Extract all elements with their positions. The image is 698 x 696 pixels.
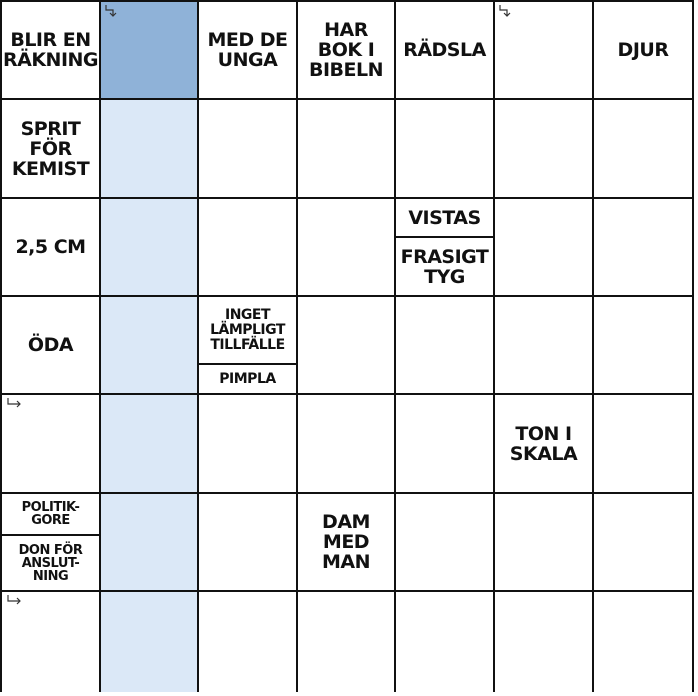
clue-line: MED bbox=[322, 531, 370, 553]
clue-cell bbox=[594, 2, 692, 100]
answer-cell[interactable] bbox=[594, 100, 692, 199]
answer-cell[interactable] bbox=[396, 297, 495, 395]
clue-line: HAR bbox=[324, 19, 368, 41]
clue-cell bbox=[2, 199, 101, 297]
clue-line: RÄDSLA bbox=[403, 39, 486, 61]
answer-cell[interactable] bbox=[199, 494, 298, 592]
answer-cell[interactable] bbox=[298, 199, 396, 297]
clue-line: BIBELN bbox=[308, 59, 384, 81]
clue-text-top bbox=[396, 199, 493, 238]
clue-text bbox=[2, 199, 99, 295]
answer-cell[interactable] bbox=[495, 592, 594, 692]
answer-cell[interactable] bbox=[199, 395, 298, 494]
answer-cell[interactable] bbox=[396, 100, 495, 199]
clue-line: POLITIK- bbox=[21, 500, 80, 515]
answer-cell[interactable] bbox=[495, 199, 594, 297]
clue-text-top bbox=[199, 297, 296, 365]
arrow-down-icon bbox=[498, 4, 512, 18]
answer-cell[interactable] bbox=[298, 395, 396, 494]
answer-cell[interactable] bbox=[101, 395, 199, 494]
clue-text-top bbox=[2, 494, 99, 536]
clue-text bbox=[2, 2, 99, 98]
clue-line: INGET bbox=[224, 306, 271, 323]
clue-line: TILLFÄLLE bbox=[210, 336, 285, 353]
answer-cell[interactable] bbox=[594, 199, 692, 297]
answer-cell[interactable] bbox=[298, 592, 396, 692]
answer-cell[interactable] bbox=[101, 592, 199, 692]
answer-cell[interactable] bbox=[594, 494, 692, 592]
clue-cell bbox=[2, 2, 101, 100]
clue-line: BOK I bbox=[317, 39, 375, 61]
clue-cell bbox=[298, 494, 396, 592]
clue-line: ANSLUT- bbox=[21, 555, 80, 571]
clue-line: TON I bbox=[515, 422, 572, 445]
clue-text bbox=[199, 2, 296, 98]
clue-line: 2,5 CM bbox=[15, 236, 86, 258]
answer-cell[interactable] bbox=[495, 100, 594, 199]
answer-cell[interactable] bbox=[101, 494, 199, 592]
clue-line: UNGA bbox=[217, 49, 278, 71]
clue-cell bbox=[2, 297, 101, 395]
clue-line: SPRIT bbox=[20, 117, 81, 140]
split-clue-cell bbox=[199, 297, 298, 395]
split-clue-cell bbox=[396, 199, 495, 297]
answer-cell[interactable] bbox=[594, 297, 692, 395]
clue-line: FÖR bbox=[29, 137, 72, 160]
clue-line: DAM bbox=[322, 511, 370, 533]
answer-cell[interactable] bbox=[495, 494, 594, 592]
answer-cell[interactable] bbox=[101, 100, 199, 199]
answer-cell[interactable] bbox=[101, 199, 199, 297]
arrow-right-icon bbox=[6, 594, 24, 608]
clue-line: FRASIGT bbox=[400, 245, 489, 268]
clue-line: VISTAS bbox=[408, 206, 481, 229]
answer-cell[interactable] bbox=[495, 297, 594, 395]
clue-line: RÄKNING bbox=[2, 49, 99, 71]
clue-line: ÖDA bbox=[27, 334, 74, 356]
clue-text bbox=[2, 297, 99, 393]
clue-cell bbox=[199, 2, 298, 100]
clue-text-bottom bbox=[2, 536, 99, 590]
answer-cell[interactable] bbox=[199, 592, 298, 692]
clue-line: GORE bbox=[31, 513, 70, 528]
clue-text bbox=[298, 494, 394, 590]
clue-cell bbox=[495, 395, 594, 494]
answer-cell[interactable] bbox=[594, 592, 692, 692]
clue-cell bbox=[2, 100, 101, 199]
clue-line: BLIR EN bbox=[10, 29, 91, 51]
clue-line: LÄMPLIGT bbox=[210, 321, 285, 338]
clue-text bbox=[298, 2, 394, 98]
clue-text-bottom bbox=[396, 238, 493, 295]
answer-cell[interactable] bbox=[101, 297, 199, 395]
clue-text-bottom bbox=[199, 365, 296, 393]
answer-cell[interactable] bbox=[199, 100, 298, 199]
clue-text bbox=[396, 2, 493, 98]
answer-cell[interactable] bbox=[396, 592, 495, 692]
arrow-down-icon bbox=[104, 4, 118, 18]
clue-line: SKALA bbox=[509, 442, 578, 465]
answer-cell[interactable] bbox=[396, 494, 495, 592]
clue-text bbox=[2, 100, 99, 197]
clue-line: MED DE bbox=[207, 29, 288, 51]
clue-line: DJUR bbox=[617, 39, 669, 61]
clue-line: MAN bbox=[321, 551, 370, 573]
answer-cell[interactable] bbox=[199, 199, 298, 297]
clue-cell bbox=[396, 2, 495, 100]
clue-cell bbox=[298, 2, 396, 100]
clue-text bbox=[594, 2, 692, 98]
clue-line: TYG bbox=[424, 265, 465, 288]
clue-text bbox=[495, 395, 592, 492]
answer-cell[interactable] bbox=[396, 395, 495, 494]
split-clue-cell bbox=[2, 494, 101, 592]
arrow-right-icon bbox=[6, 397, 24, 411]
answer-cell[interactable] bbox=[594, 395, 692, 494]
clue-line: KEMIST bbox=[11, 157, 90, 180]
answer-cell[interactable] bbox=[298, 297, 396, 395]
clue-line: NING bbox=[32, 568, 69, 584]
answer-cell[interactable] bbox=[298, 100, 396, 199]
clue-line: PIMPLA bbox=[219, 370, 276, 387]
clue-line: DON FÖR bbox=[18, 542, 83, 558]
